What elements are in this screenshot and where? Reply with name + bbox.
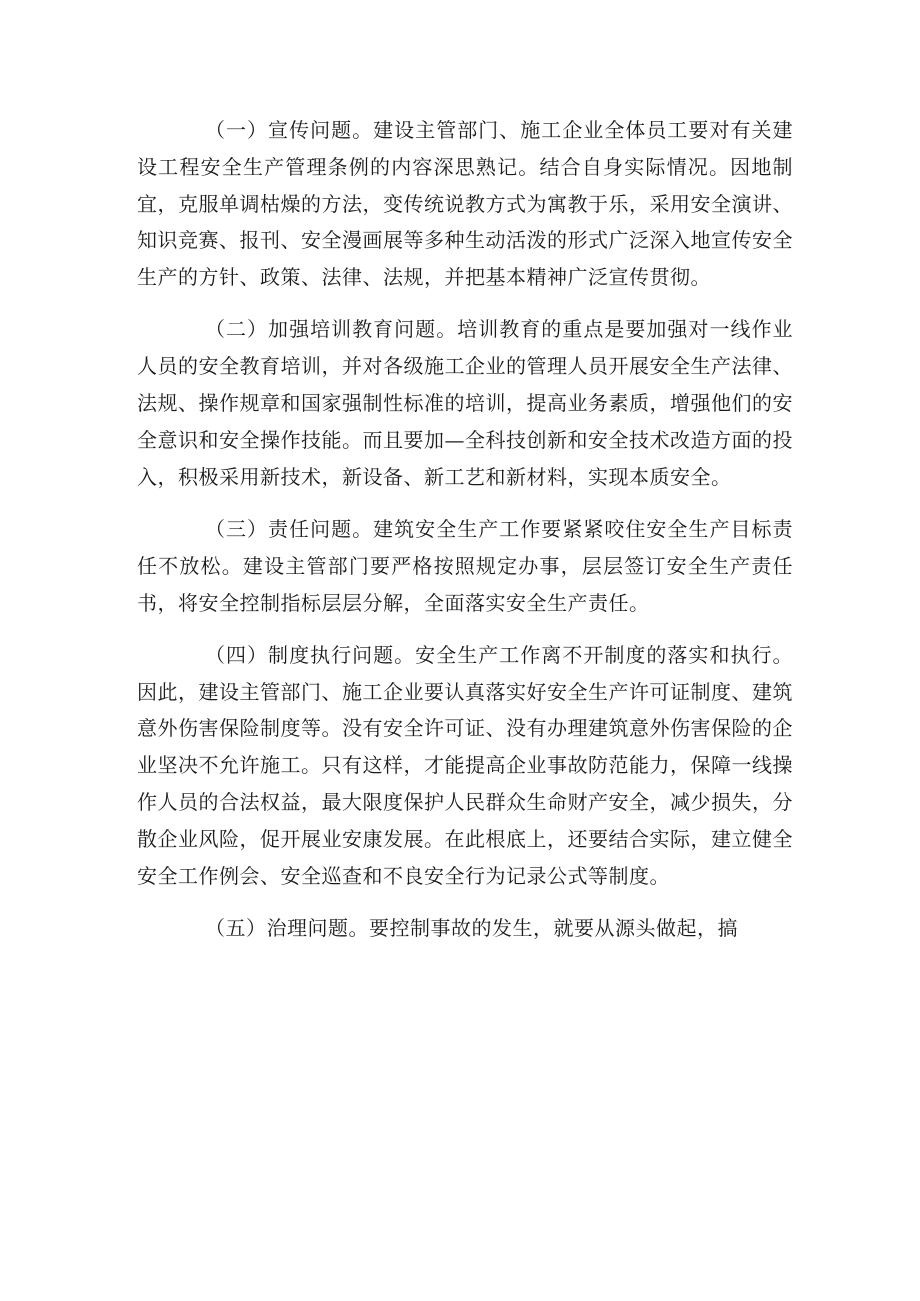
paragraph-responsibility: （三）责任问题。建筑安全生产工作要紧紧咬住安全生产目标责任不放松。建设主管部门要严格按照规定办事，层层签订安全生产责任书，将安全控制指标层层分解，全面落实安全生产责任。 bbox=[137, 516, 793, 615]
paragraph-publicity: （一）宣传问题。建设主管部门、施工企业全体员工要对有关建设工程安全生产管理条例的内容深思熟记。结合自身实际情况。因地制宜，克服单调枯燥的方法，变传统说教方式为寓教于乐，采用安全演讲、知识竞赛、报刊、安全漫画展等多种生动活泼的形式广泛深入地宣传安全生产的方针、政策、法律、法规，并把基本精神广泛宣传贯彻。 bbox=[137, 118, 793, 290]
paragraph-system-execution: （四）制度执行问题。安全生产工作离不开制度的落实和执行。因此，建设主管部门、施工企业要认真落实好安全生产许可证制度、建筑意外伤害保险制度等。没有安全许可证、没有办理建筑意外伤害保险的企业坚决不允许施工。只有这样，才能提高企业事故防范能力，保障一线操作人员的合法权益，最大限度保护人民群众生命财产安全，减少损失，分散企业风险，促开展业安康发展。在此根底上，还要结合实际，建立健全安全工作例会、安全巡查和不良安全行为记录公式等制度。 bbox=[137, 642, 793, 888]
paragraph-training: （二）加强培训教育问题。培训教育的重点是要加强对一线作业人员的安全教育培训，并对各级施工企业的管理人员开展安全生产法律、法规、操作规章和国家强制性标准的培训，提高业务素质，增强他们的安全意识和安全操作技能。而且要加—全科技创新和安全技术改造方面的投入，积极采用新技术，新设备、新工艺和新材料，实现本质安全。 bbox=[137, 317, 793, 489]
document-body bbox=[137, 112, 793, 947]
paragraph-governance: （五）治理问题。要控制事故的发生，就要从源头做起，搞 bbox=[205, 915, 738, 940]
